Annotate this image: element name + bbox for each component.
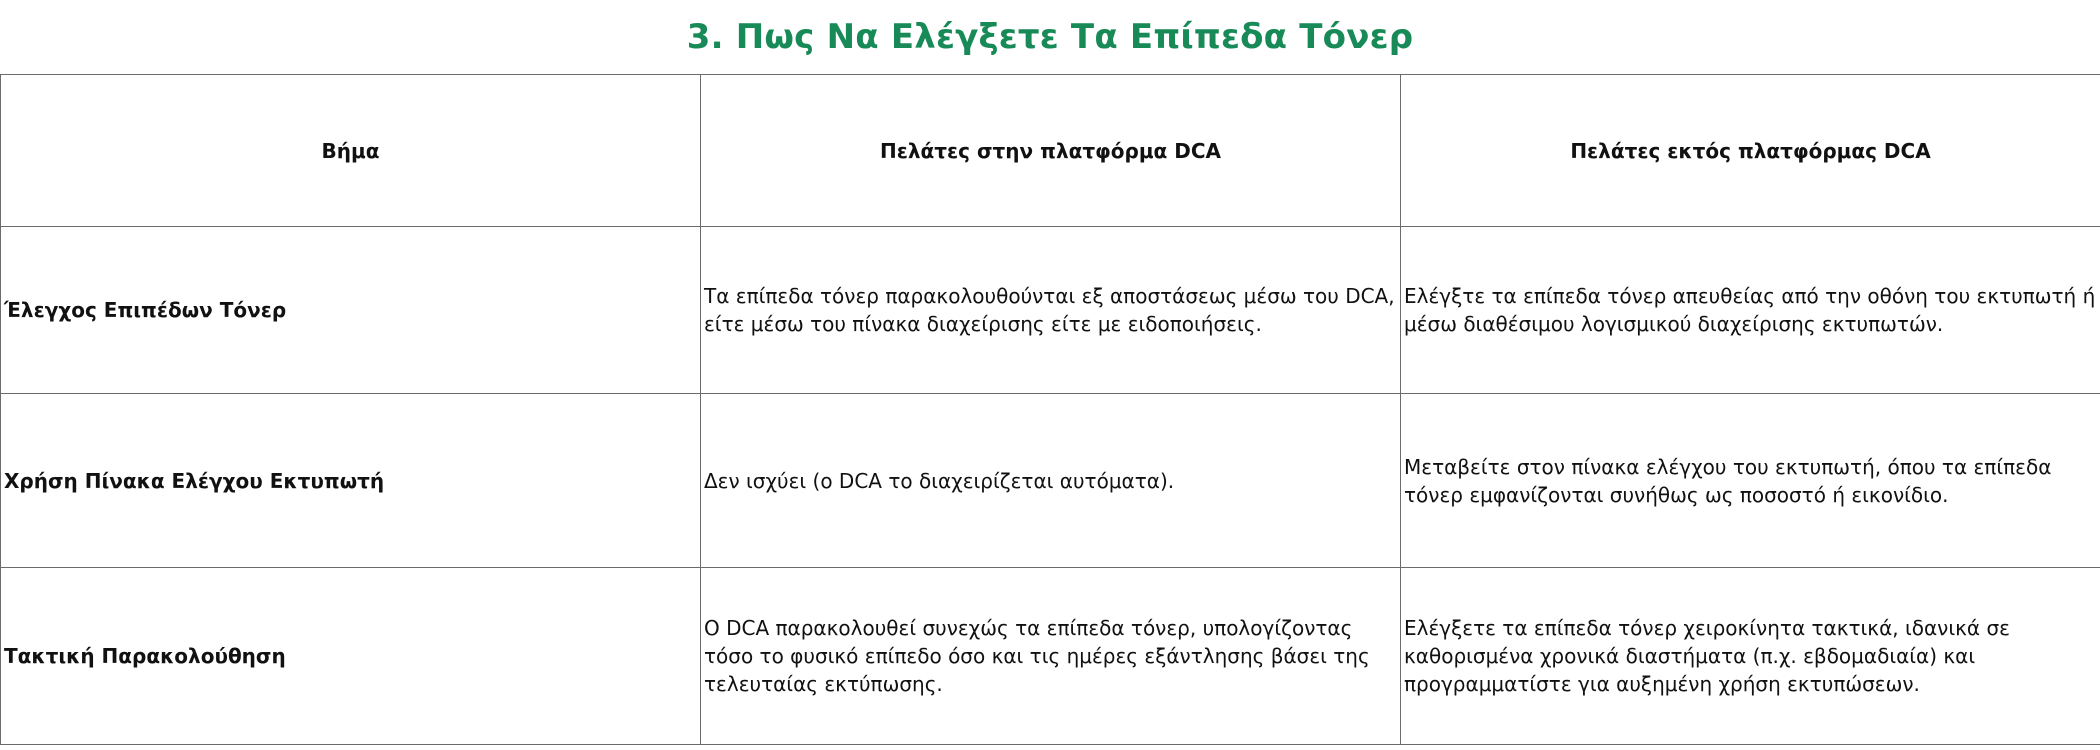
table-row (1, 227, 2100, 394)
non-dca-cell: Ελέγξτε τα επίπεδα τόνερ απευθείας από την οθόνη του εκτυπωτή ή μέσω διαθέσιμου λογισμικού διαχείρισης εκτυπωτών. (1401, 227, 2100, 394)
step-cell: Έλεγχος Επιπέδων Τόνερ (1, 227, 701, 394)
dca-cell: Τα επίπεδα τόνερ παρακολουθούνται εξ αποστάσεως μέσω του DCA, είτε μέσω του πίνακα διαχείρισης είτε με ειδοποιήσεις. (701, 227, 1401, 394)
dca-cell: Ο DCA παρακολουθεί συνεχώς τα επίπεδα τόνερ, υπολογίζοντας τόσο το φυσικό επίπεδο όσο και τις ημέρες εξάντλησης βάσει της τελευταίας εκτύπωσης. (701, 568, 1401, 745)
toner-steps-table (0, 74, 2100, 745)
table-row (1, 568, 2100, 745)
table-header (1, 75, 2100, 227)
table-row (1, 394, 2100, 568)
page-title: 3. Πως Να Ελέγξετε Τα Επίπεδα Τόνερ (686, 17, 1414, 57)
step-cell: Χρήση Πίνακα Ελέγχου Εκτυπωτή (1, 394, 701, 568)
dca-cell: Δεν ισχύει (ο DCA το διαχειρίζεται αυτόματα). (701, 394, 1401, 568)
non-dca-cell: Μεταβείτε στον πίνακα ελέγχου του εκτυπωτή, όπου τα επίπεδα τόνερ εμφανίζονται συνήθως ως ποσοστό ή εικονίδιο. (1401, 394, 2100, 568)
column-header-step: Βήμα (1, 75, 701, 227)
header-row (1, 75, 2100, 227)
column-header-non-dca: Πελάτες εκτός πλατφόρμας DCA (1401, 75, 2100, 227)
column-header-dca: Πελάτες στην πλατφόρμα DCA (701, 75, 1401, 227)
step-cell: Τακτική Παρακολούθηση (1, 568, 701, 745)
non-dca-cell: Ελέγξετε τα επίπεδα τόνερ χειροκίνητα τακτικά, ιδανικά σε καθορισμένα χρονικά διαστήματα (π.χ. εβδομαδιαία) και προγραμματίστε για αυξημένη χρήση εκτυπώσεων. (1401, 568, 2100, 745)
table-body (1, 227, 2100, 745)
